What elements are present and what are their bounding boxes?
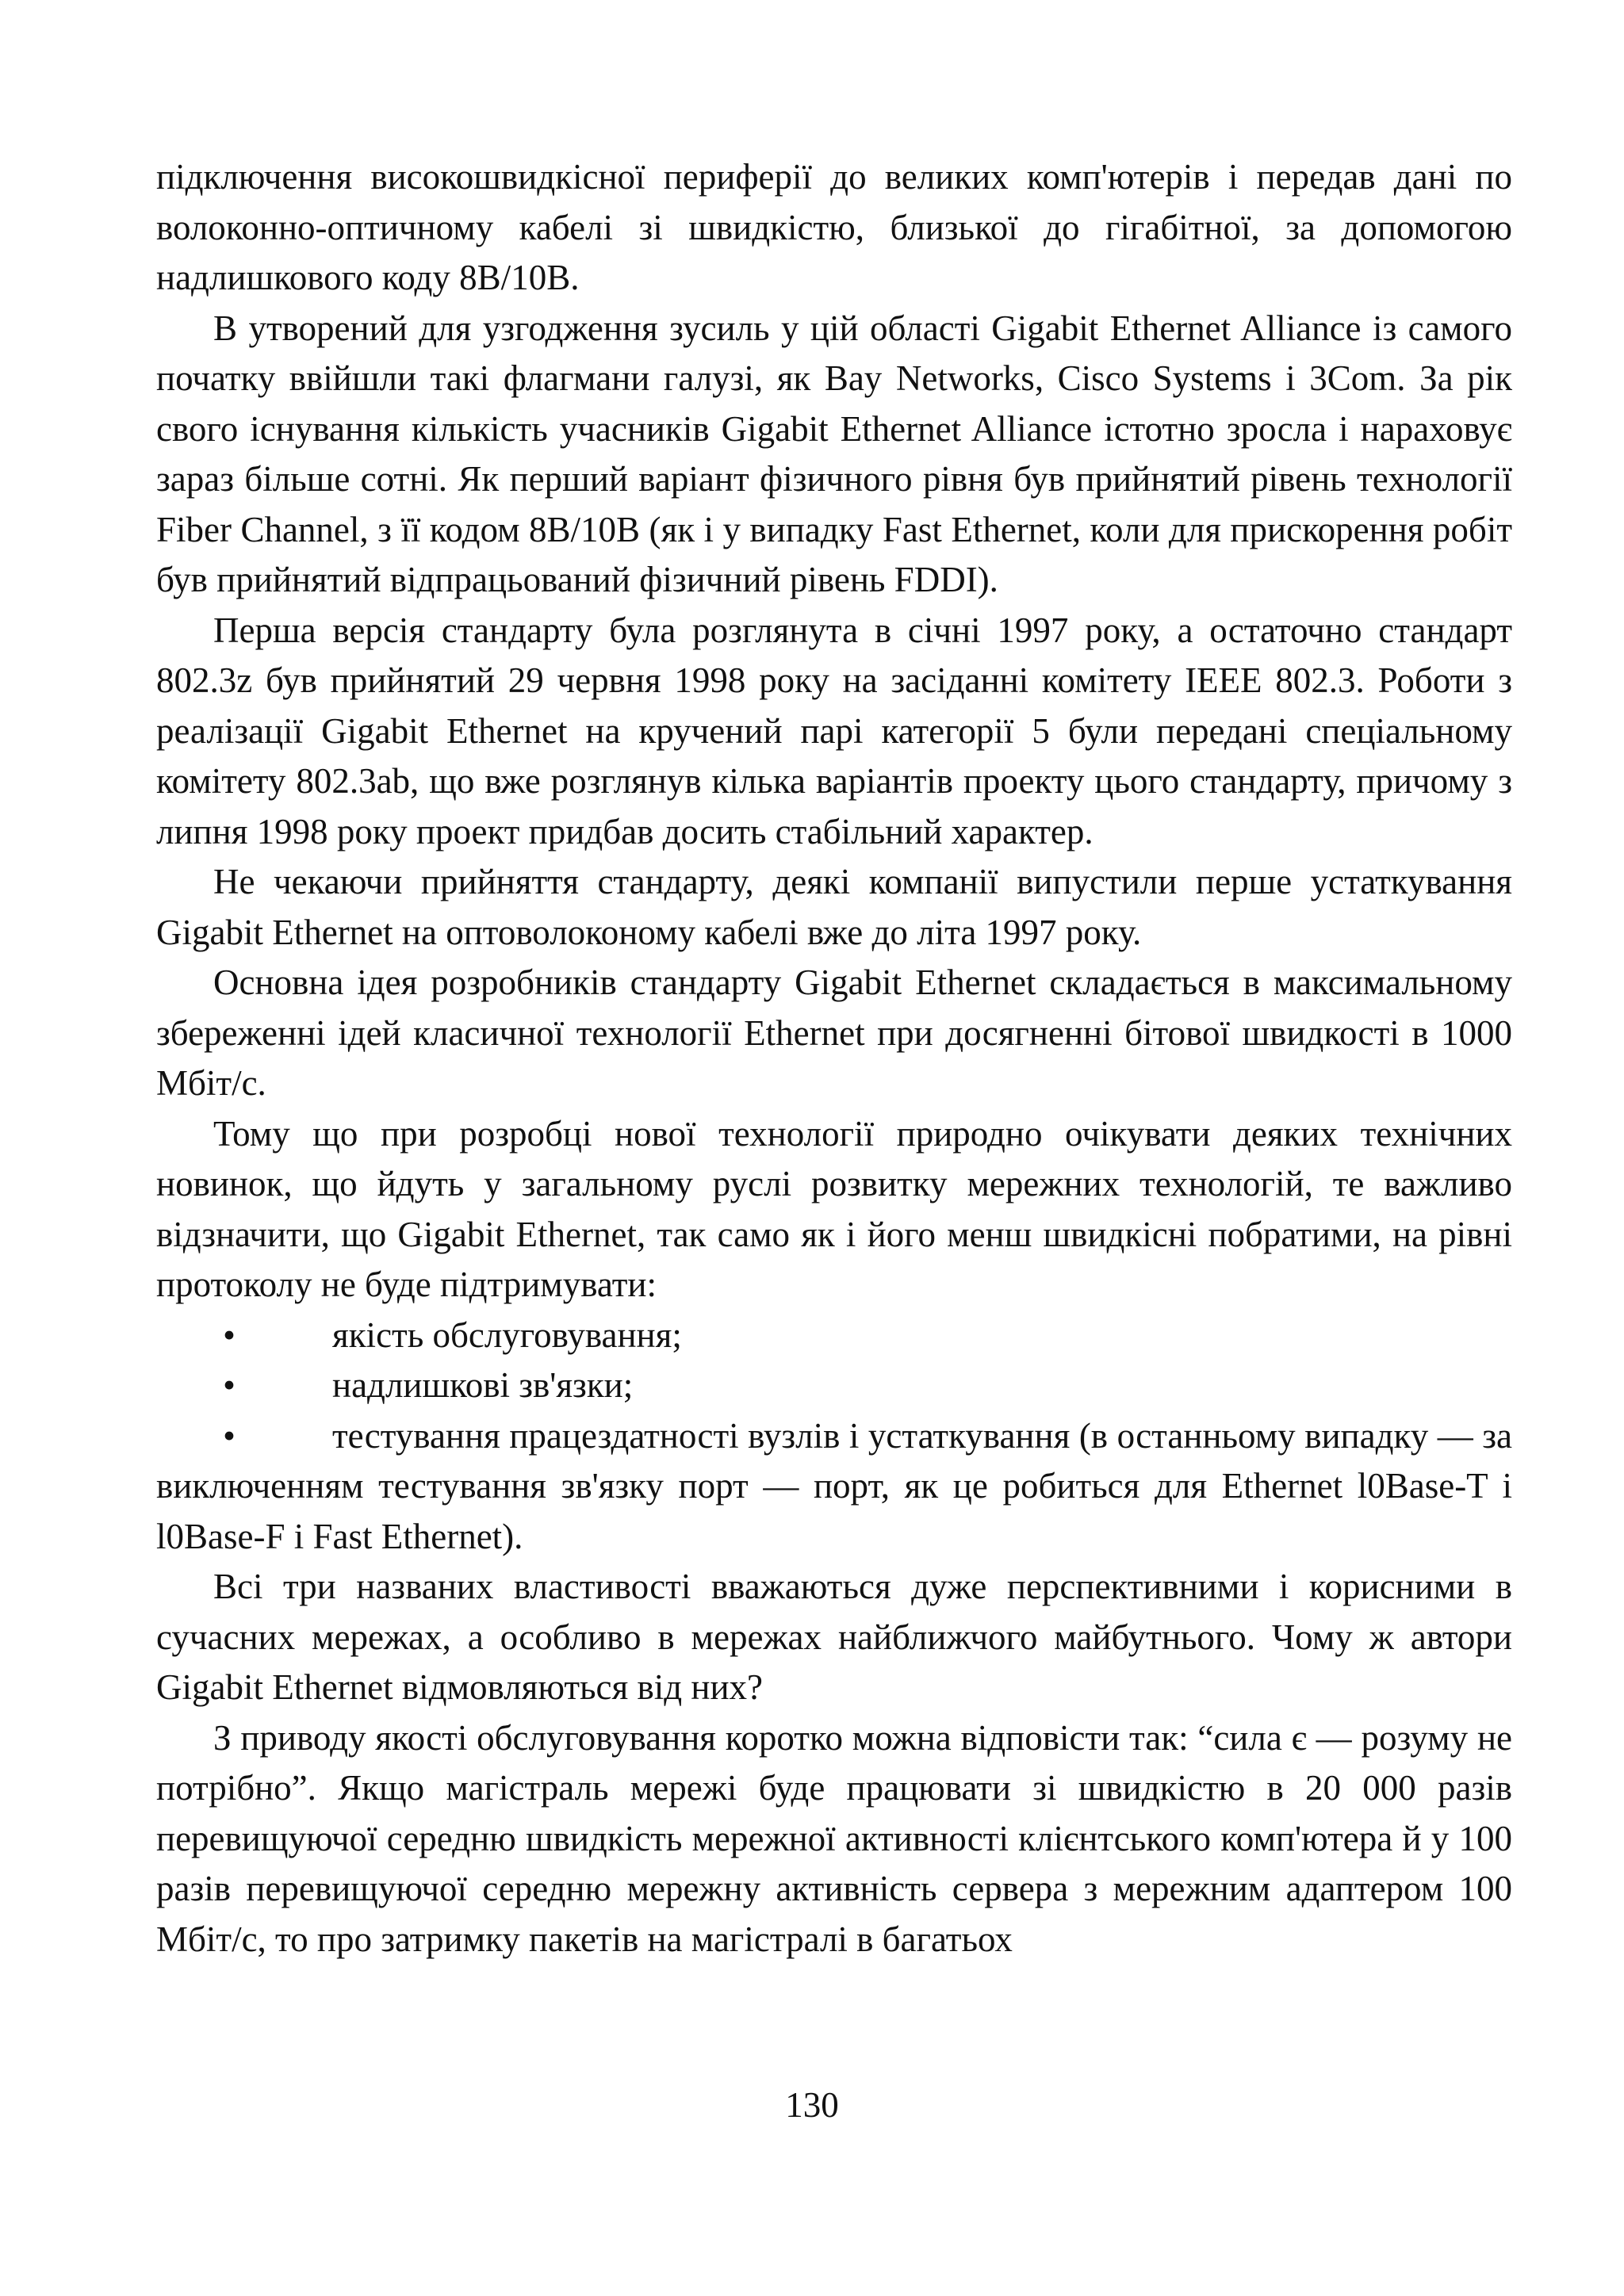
bullet-item-text: якість обслуговування;: [332, 1314, 682, 1355]
bullet-item-text: надлишкові зв'язки;: [332, 1365, 634, 1405]
paragraph-quality-of-service: З приводу якості обслуговування коротко можна відповісти так: “сила є — розуму не потрібно”. Якщо магістраль мережі буде працювати зі швидкістю в 20 000 разів перевищуючої середню швидкість мережної активності клієнтського комп'ютера й у 100 разів перевищуючої середню мережну активність сервера з мережним адаптером 100 Мбіт/с, то про затримку пакетів на магістралі в багатьох: [156, 1717, 1512, 1959]
bullet-list: [156, 1311, 1512, 1563]
paragraph-early-equipment: Не чекаючи прийняття стандарту, деякі компанії випустили перше устаткування Gigabit Ethernet на оптоволоконому кабелі вже до літа 1997 року.: [156, 862, 1512, 952]
paragraph-main-idea: Основна ідея розробників стандарту Gigabit Ethernet складається в максимальному збереженні ідей класичної технології Ethernet при досягненні бітової швидкості в 1000 Мбіт/с.: [156, 962, 1512, 1103]
bullet-item: [156, 1411, 1512, 1563]
page-body: [156, 152, 1512, 1965]
paragraph-gigabit-alliance: В утворений для узгодження зусиль у цій області Gigabit Ethernet Alliance із самого початку ввійшли такі флагмани галузі, як Bay Networks, Cisco Systems і 3Com. За рік свого існування кількість учасників Gigabit Ethernet Alliance істотно зросла і нараховує зараз більше сотні. Як перший варіант фізичного рівня був прийнятий рівень технології Fiber Channel, з її кодом 8В/10В (як і у випадку Fast Ethernet, коли для прискорення робіт був прийнятий відпрацьований фізичний рівень FDDI).: [156, 308, 1512, 599]
bullet-icon: •: [223, 1365, 236, 1405]
bullet-item: [156, 1311, 1512, 1361]
paragraph-continuation: підключення високошвидкісної периферії до великих комп'ютерів і передав дані по волоконно-оптичному кабелі зі швидкістю, близької до гігабітної, за допомогою надлишкового коду 8В/10В.: [156, 157, 1512, 297]
paragraph-not-supported: Тому що при розробці нової технології природно очікувати деяких технічних новинок, що йдуть у загальному руслі розвитку мережних технологій, те важливо відзначити, що Gigabit Ethernet, так само як і його менш швидкісні побратими, на рівні протоколу не буде підтримувати:: [156, 1113, 1512, 1304]
page-number: 130: [785, 2085, 839, 2125]
bullet-icon: •: [223, 1415, 236, 1456]
bullet-item-text: тестування працездатності вузлів і устаткування (в останньому випадку — за виключенням тестування зв'язку порт — порт, як це робиться для Ethernet l0Base-T і l0Base-F і Fast Ethernet).: [156, 1415, 1512, 1556]
bullet-item: [156, 1360, 1512, 1411]
paragraph-standard-history: Перша версія стандарту була розглянута в січні 1997 року, а остаточно стандарт 802.3z був прийнятий 29 червня 1998 року на засіданні комітету IEEE 802.3. Роботи з реалізації Gigabit Ethernet на кручений парі категорії 5 були передані спеціальному комітету 802.3ab, що вже розглянув кілька варіантів проекту цього стандарту, причому з липня 1998 року проект придбав досить стабільний характер.: [156, 610, 1512, 851]
paragraph-perspective: Всі три названих властивості вважаються дуже перспективними і корисними в сучасних мережах, а особливо в мережах найближчого майбутнього. Чому ж автори Gigabit Ethernet відмовляються від них?: [156, 1567, 1512, 1707]
bullet-icon: •: [223, 1314, 236, 1355]
